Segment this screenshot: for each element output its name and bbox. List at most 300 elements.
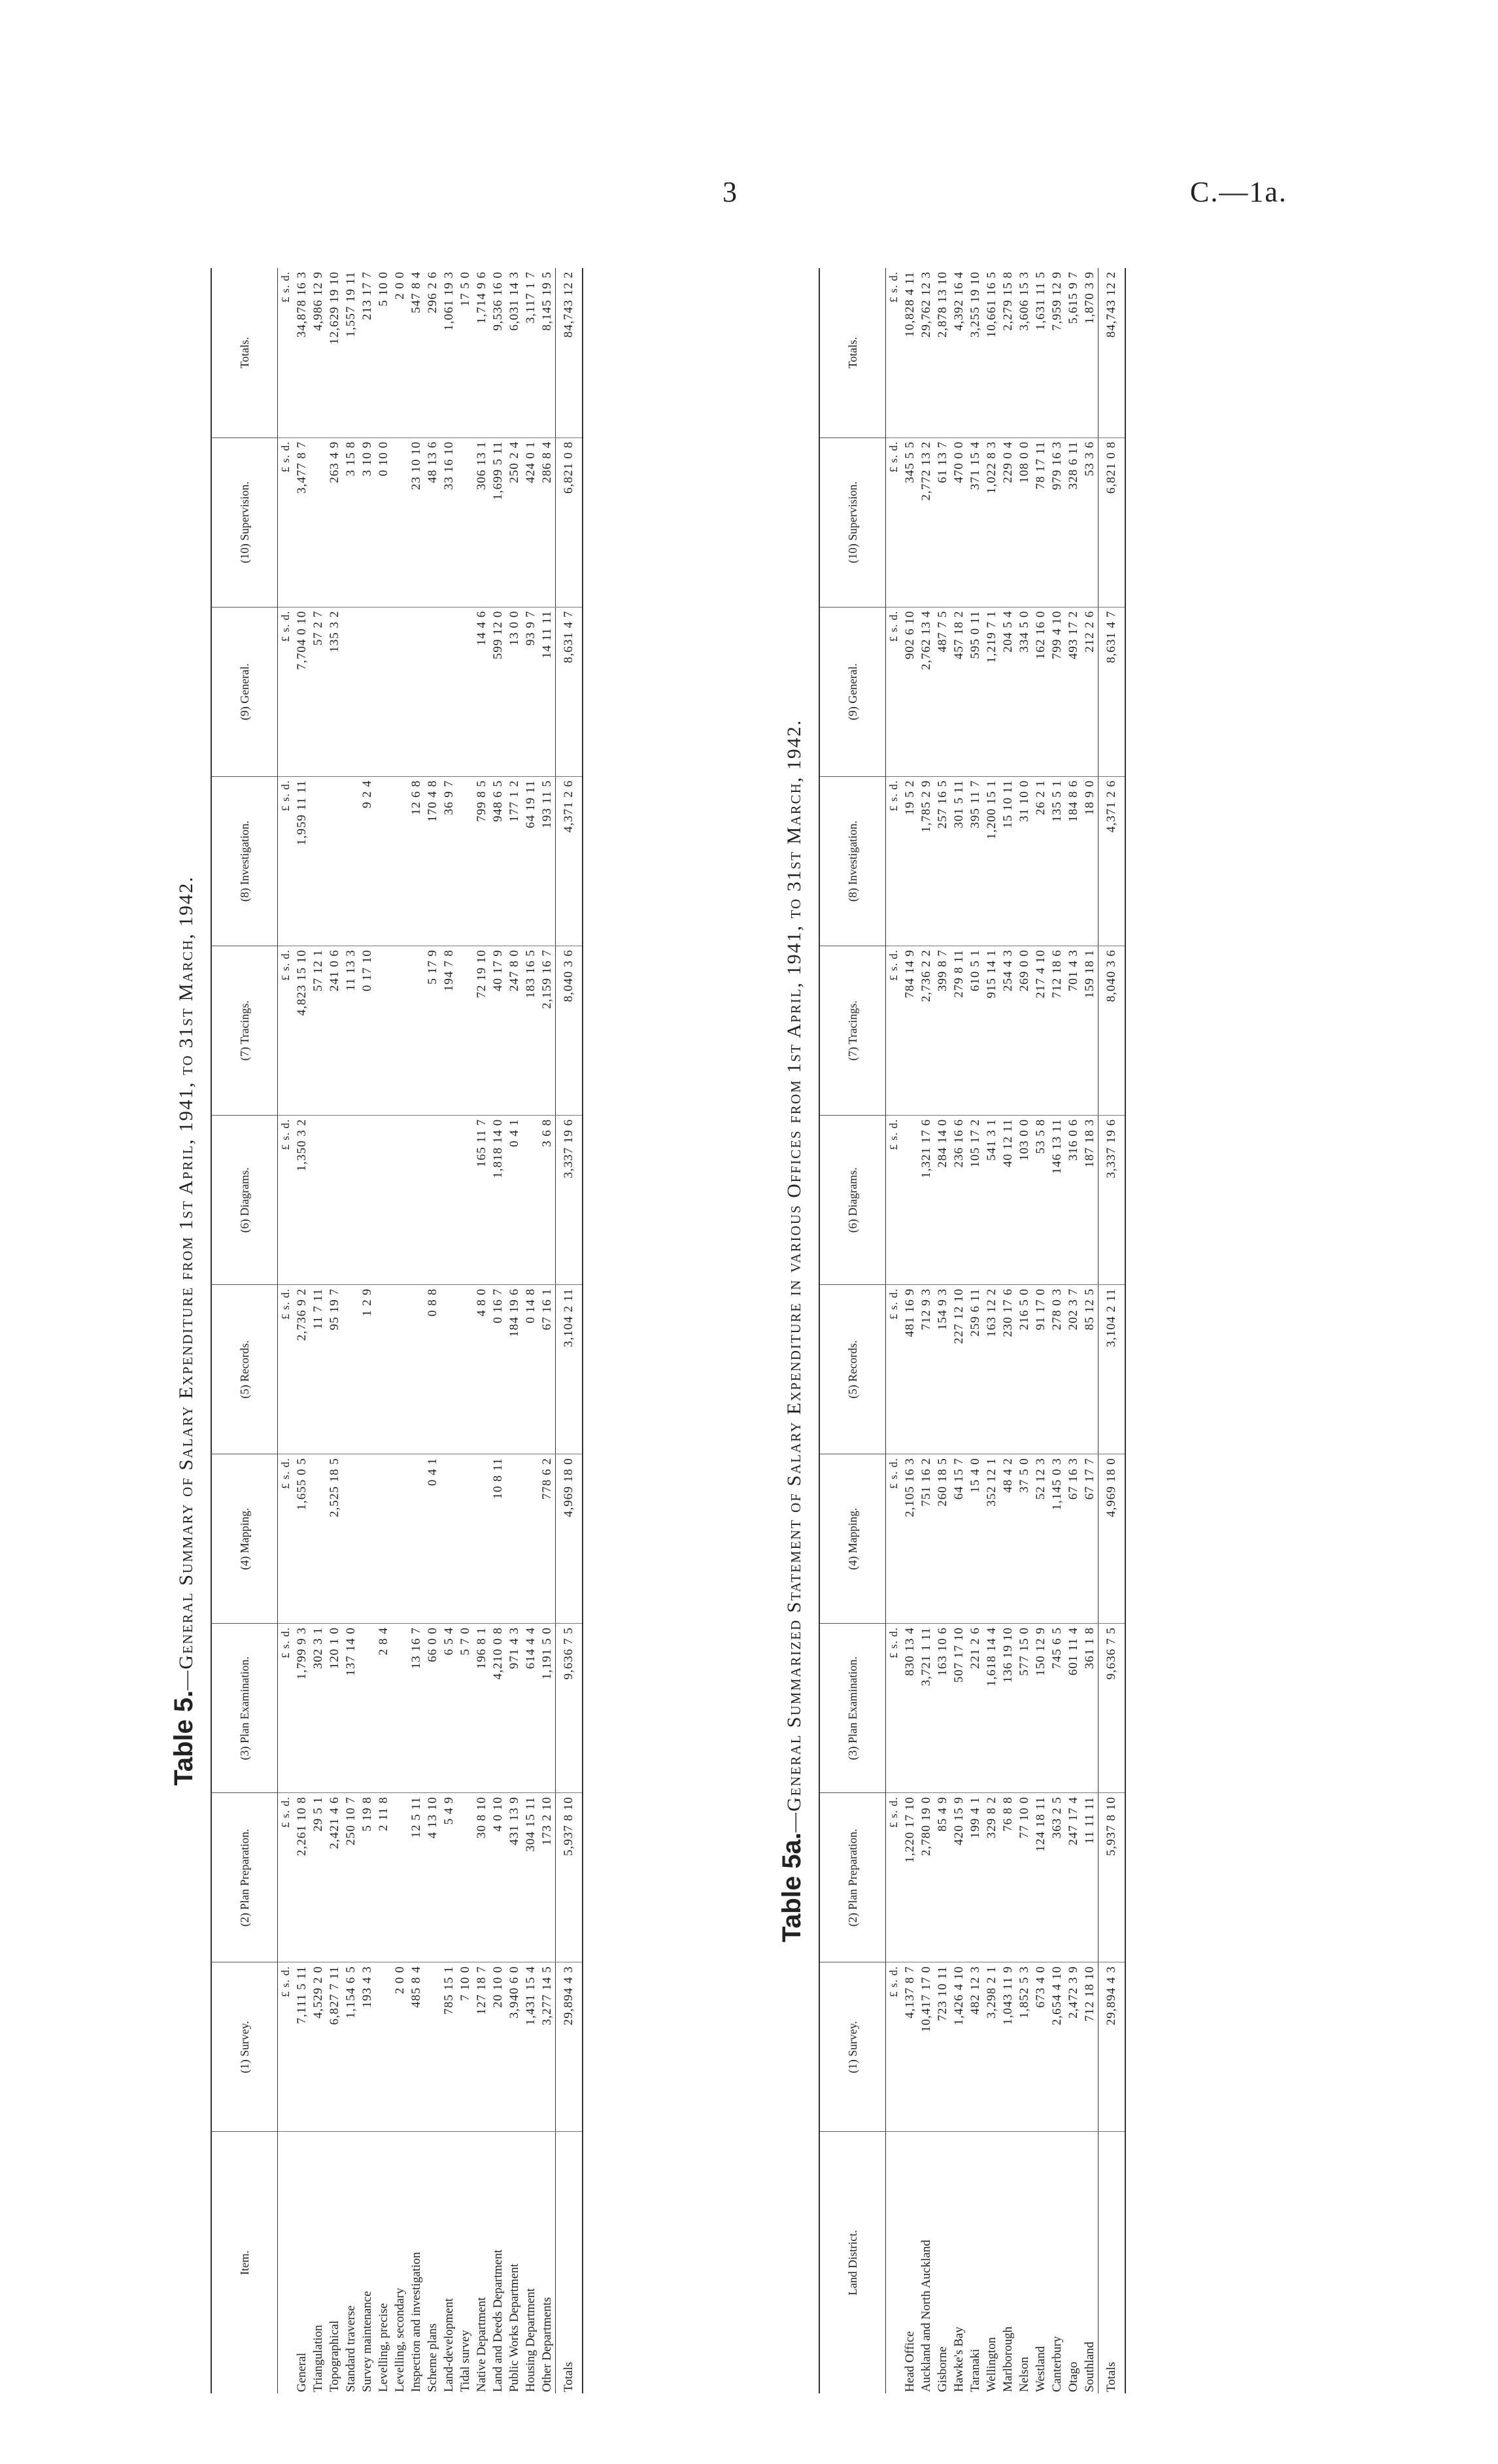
table-cell: [457, 1116, 473, 1285]
table-cell: 507 17 10: [951, 1624, 967, 1793]
total-cell: 9,636 7 5: [1098, 1624, 1126, 1793]
table-row: [473, 268, 490, 2393]
table-cell: 745 6 5: [1049, 1624, 1065, 1793]
table-cell: 302 3 1: [310, 1624, 326, 1793]
table-cell: 5 10 0: [375, 268, 392, 437]
table-cell: 979 16 3: [1049, 437, 1065, 607]
table-cell: 5,615 9 7: [1065, 268, 1081, 437]
table-cell: 902 6 10: [902, 607, 918, 776]
total-cell: 6,821 0 8: [556, 437, 583, 607]
table-cell: 673 4 0: [1032, 1962, 1049, 2132]
table-5a-grid: [819, 268, 1126, 2393]
table-cell: 0 10 0: [375, 437, 392, 607]
table-cell: 6,827 7 11: [326, 1962, 343, 2132]
table-cell: 0 4 1: [506, 1116, 522, 1285]
table-cell: 91 17 0: [1032, 1285, 1049, 1454]
table-cell: 8,145 19 5: [539, 268, 556, 437]
table-cell: 431 13 9: [506, 1793, 522, 1962]
table-cell: 66 0 0: [424, 1624, 441, 1793]
table-cell: 4 0 10: [490, 1793, 506, 1962]
table-cell: 163 12 2: [983, 1285, 1000, 1454]
totals-label: Totals: [1098, 2132, 1126, 2393]
table-cell: 165 11 7: [473, 1116, 490, 1285]
total-cell: 4,371 2 6: [556, 776, 583, 946]
table-cell: 120 1 0: [326, 1624, 343, 1793]
table-cell: 31 10 0: [1016, 776, 1032, 946]
table-cell: [457, 1793, 473, 1962]
table-cell: [375, 1285, 392, 1454]
table-cell: [343, 776, 359, 946]
table-cell: 23 10 10: [408, 437, 424, 607]
table-cell: [392, 776, 408, 946]
table-cell: [392, 607, 408, 776]
units-cell: £ s. d.: [886, 607, 902, 776]
table-cell: [392, 1793, 408, 1962]
column-header: (2) Plan Preparation.: [211, 1793, 278, 1962]
table-row: [1016, 268, 1032, 2393]
table-cell: 286 8 4: [539, 437, 556, 607]
totals-row: [1098, 268, 1126, 2393]
column-header: (4) Mapping.: [819, 1454, 886, 1624]
row-label: General: [294, 2352, 309, 2392]
row-label: Public Works Department: [507, 2263, 521, 2392]
table-cell: 3,277 14 5: [539, 1962, 556, 2132]
table-cell: 3,117 1 7: [522, 268, 539, 437]
table-cell: 260 18 5: [934, 1454, 951, 1624]
table-cell: 304 15 11: [522, 1793, 539, 1962]
table-cell: 20 10 0: [490, 1962, 506, 2132]
table-cell: 250 10 7: [343, 1793, 359, 1962]
table-cell: [343, 1285, 359, 1454]
table-cell: 230 17 6: [1000, 1285, 1016, 1454]
table-cell: [441, 1116, 457, 1285]
table-cell: 1,426 4 10: [951, 1962, 967, 2132]
table-cell: 10,828 4 11: [902, 268, 918, 437]
column-header: Land District.: [819, 2132, 886, 2393]
table-cell: 5 4 9: [441, 1793, 457, 1962]
table-cell: 85 12 5: [1081, 1285, 1098, 1454]
table-cell: 3,606 15 3: [1016, 268, 1032, 437]
total-cell: 3,337 19 6: [556, 1116, 583, 1285]
table-row: [326, 268, 343, 2393]
table-row: [408, 268, 424, 2393]
table-cell: 241 0 6: [326, 946, 343, 1115]
total-cell: 5,937 8 10: [556, 1793, 583, 1962]
total-cell: 29,894 4 3: [1098, 1962, 1126, 2132]
row-label: Land-development: [441, 2298, 456, 2392]
table-cell: 301 5 11: [951, 776, 967, 946]
row-label: Southland: [1082, 2341, 1097, 2392]
row-label: Head Office: [902, 2331, 917, 2392]
table-cell: 95 19 7: [326, 1285, 343, 1454]
table-cell: 127 18 7: [473, 1962, 490, 2132]
table-cell: 399 8 7: [934, 946, 951, 1115]
column-header: (3) Plan Examination.: [211, 1624, 278, 1793]
table-cell: 13 16 7: [408, 1624, 424, 1793]
table-cell: 136 19 10: [1000, 1624, 1016, 1793]
column-header: Totals.: [819, 268, 886, 437]
table-cell: 1,350 3 2: [294, 1116, 310, 1285]
table-cell: 1,145 0 3: [1049, 1454, 1065, 1624]
table-cell: 3,940 6 0: [506, 1962, 522, 2132]
table-row: [1081, 268, 1098, 2393]
table-cell: 4 13 10: [424, 1793, 441, 1962]
row-label: Housing Department: [523, 2288, 537, 2392]
table-cell: 3 15 8: [343, 437, 359, 607]
column-header: (10) Supervision.: [211, 437, 278, 607]
total-cell: 9,636 7 5: [556, 1624, 583, 1793]
table-cell: 4,392 16 4: [951, 268, 967, 437]
table-5-label: Table 5.: [169, 1690, 198, 1786]
units-row: [278, 268, 294, 2393]
table-cell: 29,762 12 3: [918, 268, 934, 437]
column-header: (8) Investigation.: [819, 776, 886, 946]
table-row: [951, 268, 967, 2393]
column-header: (6) Diagrams.: [819, 1116, 886, 1285]
column-header: Totals.: [211, 268, 278, 437]
table-5a-label: Table 5a.: [777, 1832, 806, 1943]
table-cell: 284 14 0: [934, 1116, 951, 1285]
table-cell: 1,799 9 3: [294, 1624, 310, 1793]
table-cell: 4,137 8 7: [902, 1962, 918, 2132]
table-cell: 4,986 12 9: [310, 268, 326, 437]
table-5-title: [157, 268, 211, 2393]
table-cell: 213 17 7: [359, 268, 375, 437]
table-cell: 2,261 10 8: [294, 1793, 310, 1962]
table-cell: 33 16 10: [441, 437, 457, 607]
table-cell: 221 2 6: [967, 1624, 983, 1793]
table-cell: [457, 776, 473, 946]
table-cell: 541 3 1: [983, 1116, 1000, 1285]
table-cell: 1,321 17 6: [918, 1116, 934, 1285]
table-cell: 12,629 19 10: [326, 268, 343, 437]
units-cell: £ s. d.: [886, 1624, 902, 1793]
table-cell: 0 4 1: [424, 1454, 441, 1624]
table-cell: 1,022 8 3: [983, 437, 1000, 607]
table-cell: 61 13 7: [934, 437, 951, 607]
table-cell: 424 0 1: [522, 437, 539, 607]
table-body: [278, 268, 583, 2393]
table-cell: 11 11 11: [1081, 1793, 1098, 1962]
table-cell: [392, 1454, 408, 1624]
table-cell: 2,159 16 7: [539, 946, 556, 1115]
table-cell: 15 4 0: [967, 1454, 983, 1624]
table-cell: 10,661 16 5: [983, 268, 1000, 437]
table-cell: 306 13 1: [473, 437, 490, 607]
table-cell: 577 15 0: [1016, 1624, 1032, 1793]
table-cell: 1,618 14 4: [983, 1624, 1000, 1793]
table-cell: 3,721 1 11: [918, 1624, 934, 1793]
table-cell: 4,823 15 10: [294, 946, 310, 1115]
table-cell: 0 14 8: [522, 1285, 539, 1454]
table-cell: 64 15 7: [951, 1454, 967, 1624]
table-cell: 2,780 19 0: [918, 1793, 934, 1962]
table-cell: 481 16 9: [902, 1285, 918, 1454]
total-cell: 84,743 12 2: [556, 268, 583, 437]
table-cell: 7,704 0 10: [294, 607, 310, 776]
table-cell: 799 8 5: [473, 776, 490, 946]
table-cell: 2,421 4 6: [326, 1793, 343, 1962]
table-cell: 1,818 14 0: [490, 1116, 506, 1285]
table-cell: 278 0 3: [1049, 1285, 1065, 1454]
units-cell: £ s. d.: [278, 1624, 294, 1793]
total-cell: 3,104 2 11: [556, 1285, 583, 1454]
column-header: (10) Supervision.: [819, 437, 886, 607]
table-cell: [375, 1962, 392, 2132]
table-cell: 493 17 2: [1065, 607, 1081, 776]
table-cell: [522, 1116, 539, 1285]
table-cell: 2 11 8: [375, 1793, 392, 1962]
table-cell: 1,220 17 10: [902, 1793, 918, 1962]
total-cell: 84,743 12 2: [1098, 268, 1126, 437]
row-label: Tidal survey: [458, 2330, 472, 2392]
table-cell: 227 12 10: [951, 1285, 967, 1454]
row-label: Scheme plans: [425, 2323, 439, 2392]
table-cell: 193 4 3: [359, 1962, 375, 2132]
table-cell: 5 19 8: [359, 1793, 375, 1962]
column-header: (9) General.: [211, 607, 278, 776]
units-cell: £ s. d.: [278, 607, 294, 776]
total-cell: 5,937 8 10: [1098, 1793, 1126, 1962]
table-cell: 85 4 9: [934, 1793, 951, 1962]
row-label: Hawke's Bay: [951, 2327, 966, 2392]
total-cell: 8,631 4 7: [1098, 607, 1126, 776]
table-5a: [765, 268, 1288, 2393]
table-header-row: [211, 268, 278, 2393]
table-row: [539, 268, 556, 2393]
row-label: Survey maintenance: [360, 2291, 374, 2392]
table-cell: 254 4 3: [1000, 946, 1016, 1115]
table-cell: 595 0 11: [967, 607, 983, 776]
row-label: Nelson: [1017, 2357, 1031, 2392]
table-cell: [441, 1285, 457, 1454]
table-cell: 53 3 6: [1081, 437, 1098, 607]
table-cell: [375, 776, 392, 946]
totals-row: [556, 268, 583, 2393]
table-cell: 48 13 6: [424, 437, 441, 607]
row-label: Levelling, secondary: [392, 2287, 407, 2392]
table-cell: 1,043 11 9: [1000, 1962, 1016, 2132]
table-cell: 135 5 1: [1049, 776, 1065, 946]
table-cell: 108 0 0: [1016, 437, 1032, 607]
table-cell: [343, 1454, 359, 1624]
total-cell: 29,894 4 3: [556, 1962, 583, 2132]
column-header: (7) Tracings.: [819, 946, 886, 1115]
table-cell: 93 9 7: [522, 607, 539, 776]
table-cell: [375, 946, 392, 1115]
table-cell: 712 18 6: [1049, 946, 1065, 1115]
table-cell: 14 4 6: [473, 607, 490, 776]
table-cell: 2,654 4 10: [1049, 1962, 1065, 2132]
table-cell: [310, 1116, 326, 1285]
table-cell: 751 16 2: [918, 1454, 934, 1624]
row-label: Auckland and North Auckland: [919, 2240, 933, 2392]
table-cell: 163 10 6: [934, 1624, 951, 1793]
page-number: 3: [723, 176, 737, 208]
table-cell: 4,210 0 8: [490, 1624, 506, 1793]
total-cell: 8,040 3 6: [1098, 946, 1126, 1115]
table-cell: [359, 1454, 375, 1624]
row-label: Land and Deeds Department: [490, 2250, 505, 2392]
table-cell: [392, 437, 408, 607]
table-cell: 1,655 0 5: [294, 1454, 310, 1624]
table-cell: 328 6 11: [1065, 437, 1081, 607]
table-row: [490, 268, 506, 2393]
table-cell: 371 15 4: [967, 437, 983, 607]
table-cell: 1,785 2 9: [918, 776, 934, 946]
table-cell: [392, 1285, 408, 1454]
table-cell: 150 12 9: [1032, 1624, 1049, 1793]
table-row: [1065, 268, 1081, 2393]
table-cell: 187 18 3: [1081, 1116, 1098, 1285]
table-cell: 26 2 1: [1032, 776, 1049, 946]
table-cell: 0 8 8: [424, 1285, 441, 1454]
table-cell: [375, 1116, 392, 1285]
table-cell: 712 9 3: [918, 1285, 934, 1454]
units-cell: £ s. d.: [278, 946, 294, 1115]
table-cell: 610 5 1: [967, 946, 983, 1115]
table-cell: 57 2 7: [310, 607, 326, 776]
total-cell: 8,631 4 7: [556, 607, 583, 776]
table-5-grid: [211, 268, 583, 2393]
table-cell: 0 16 7: [490, 1285, 506, 1454]
table-cell: 194 7 8: [441, 946, 457, 1115]
row-label: Canterbury: [1049, 2336, 1064, 2392]
table-cell: 36 9 7: [441, 776, 457, 946]
table-cell: 799 4 10: [1049, 607, 1065, 776]
table-cell: 30 8 10: [473, 1793, 490, 1962]
table-cell: [457, 437, 473, 607]
table-cell: 67 16 3: [1065, 1454, 1081, 1624]
table-cell: 76 8 8: [1000, 1793, 1016, 1962]
table-cell: 6 5 4: [441, 1624, 457, 1793]
table-cell: 7,959 12 9: [1049, 268, 1065, 437]
table-cell: 948 6 5: [490, 776, 506, 946]
table-cell: 263 4 9: [326, 437, 343, 607]
table-cell: 329 8 2: [983, 1793, 1000, 1962]
column-header: (5) Records.: [819, 1285, 886, 1454]
row-label: Other Departments: [539, 2297, 554, 2392]
column-header: (2) Plan Preparation.: [819, 1793, 886, 1962]
table-cell: 159 18 1: [1081, 946, 1098, 1115]
table-cell: 482 12 3: [967, 1962, 983, 2132]
table-cell: 420 15 9: [951, 1793, 967, 1962]
table-cell: [457, 1454, 473, 1624]
table-cell: 1 2 9: [359, 1285, 375, 1454]
table-cell: [392, 946, 408, 1115]
table-cell: 184 8 6: [1065, 776, 1081, 946]
table-cell: 202 3 7: [1065, 1285, 1081, 1454]
table-cell: [359, 607, 375, 776]
table-cell: [441, 607, 457, 776]
table-cell: 5 7 0: [457, 1624, 473, 1793]
table-cell: 2,736 9 2: [294, 1285, 310, 1454]
table-cell: 177 1 2: [506, 776, 522, 946]
table-cell: 29 5 1: [310, 1793, 326, 1962]
table-cell: 162 16 0: [1032, 607, 1049, 776]
table-cell: 395 11 7: [967, 776, 983, 946]
table-cell: 784 14 9: [902, 946, 918, 1115]
table-cell: 1,852 5 3: [1016, 1962, 1032, 2132]
table-cell: 971 4 3: [506, 1624, 522, 1793]
table-cell: 599 12 0: [490, 607, 506, 776]
table-cell: 712 18 10: [1081, 1962, 1098, 2132]
row-label: Levelling, precise: [376, 2302, 390, 2392]
table-cell: 196 8 1: [473, 1624, 490, 1793]
table-cell: [310, 776, 326, 946]
units-cell: £ s. d.: [886, 268, 902, 437]
table-cell: [310, 437, 326, 607]
table-cell: 3,255 19 10: [967, 268, 983, 437]
table-cell: 2,279 15 8: [1000, 268, 1016, 437]
table-cell: 57 12 1: [310, 946, 326, 1115]
row-label: Inspection and investigation: [409, 2251, 423, 2392]
units-cell: £ s. d.: [278, 776, 294, 946]
table-cell: 13 0 0: [506, 607, 522, 776]
table-cell: 12 5 11: [408, 1793, 424, 1962]
row-label: Taranaki: [968, 2348, 982, 2392]
table-cell: 1,154 6 5: [343, 1962, 359, 2132]
table-row: [983, 268, 1000, 2393]
table-cell: 146 13 11: [1049, 1116, 1065, 1285]
table-row: [522, 268, 539, 2393]
table-cell: [310, 1454, 326, 1624]
table-row: [343, 268, 359, 2393]
table-cell: 257 16 5: [934, 776, 951, 946]
table-cell: 250 2 4: [506, 437, 522, 607]
row-label: Native Department: [474, 2297, 488, 2392]
column-header: (7) Tracings.: [211, 946, 278, 1115]
table-cell: 199 4 1: [967, 1793, 983, 1962]
table-cell: 470 0 0: [951, 437, 967, 607]
table-cell: 105 17 2: [967, 1116, 983, 1285]
table-cell: 269 0 0: [1016, 946, 1032, 1115]
table-cell: 701 4 3: [1065, 946, 1081, 1115]
total-cell: 4,969 18 0: [556, 1454, 583, 1624]
table-cell: 296 2 6: [424, 268, 441, 437]
table-cell: 10 8 11: [490, 1454, 506, 1624]
table-cell: 183 16 5: [522, 946, 539, 1115]
table-cell: 830 13 4: [902, 1624, 918, 1793]
units-cell: £ s. d.: [278, 1962, 294, 2132]
table-cell: 345 5 5: [902, 437, 918, 607]
table-cell: [392, 1624, 408, 1793]
units-cell: £ s. d.: [886, 946, 902, 1115]
table-cell: 9 2 4: [359, 776, 375, 946]
units-cell: £ s. d.: [278, 437, 294, 607]
table-cell: 2,736 2 2: [918, 946, 934, 1115]
row-label: Standard traverse: [343, 2305, 358, 2392]
table-row: [457, 268, 473, 2393]
table-cell: 67 17 7: [1081, 1454, 1098, 1624]
table-cell: [457, 946, 473, 1115]
table-cell: [375, 607, 392, 776]
table-cell: 2 0 0: [392, 268, 408, 437]
table-cell: [424, 1116, 441, 1285]
table-cell: 9,536 16 0: [490, 268, 506, 437]
table-cell: 11 7 11: [310, 1285, 326, 1454]
table-cell: [408, 1116, 424, 1285]
table-cell: 170 4 8: [424, 776, 441, 946]
table-cell: 217 4 10: [1032, 946, 1049, 1115]
table-cell: 3,298 2 1: [983, 1962, 1000, 2132]
table-cell: 334 5 0: [1016, 607, 1032, 776]
table-body: [886, 268, 1126, 2393]
table-cell: [424, 607, 441, 776]
table-row: [1049, 268, 1065, 2393]
table-cell: [424, 1962, 441, 2132]
table-row: [375, 268, 392, 2393]
